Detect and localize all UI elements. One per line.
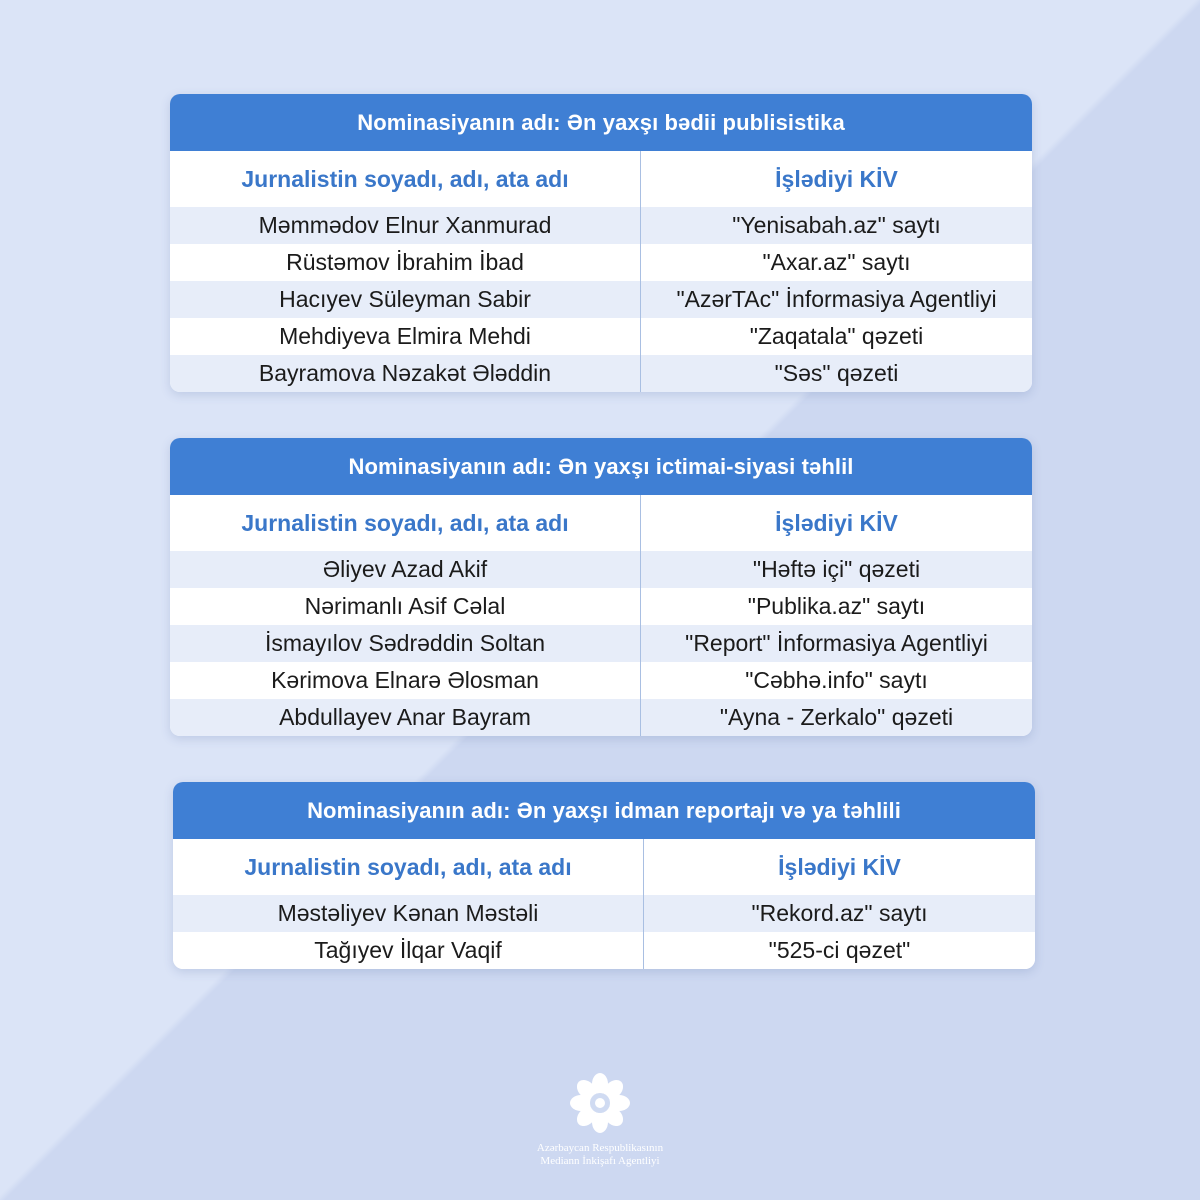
table-row	[170, 625, 1032, 662]
table-row	[170, 244, 1032, 281]
journalist-name: Rüstəmov İbrahim İbad	[170, 244, 641, 281]
table-row	[170, 588, 1032, 625]
media-outlet: "Publika.az" saytı	[747, 593, 926, 619]
media-outlet: "Cəbhə.info" saytı	[745, 667, 928, 693]
column-header-media: İşlədiyi KİV	[778, 853, 901, 880]
media-outlet: "Ayna - Zerkalo" qəzeti	[719, 704, 954, 730]
agency-logo	[520, 1070, 680, 1168]
column-headers	[170, 495, 1032, 551]
media-outlet: "Zaqatala" qəzeti	[749, 323, 924, 349]
nomination-table-3	[173, 782, 1035, 969]
table-row	[173, 932, 1035, 969]
agency-name-line1: Azərbaycan Respublikasının	[536, 1142, 664, 1154]
journalist-name: Abdullayev Anar Bayram	[170, 699, 641, 736]
nomination-table-2	[170, 438, 1032, 736]
column-headers	[173, 839, 1035, 895]
column-header-media: İşlədiyi KİV	[775, 165, 898, 192]
journalist-name: Məmmədov Elnur Xanmurad	[170, 207, 641, 244]
column-header-journalist: Jurnalistin soyadı, adı, ata adı	[173, 839, 644, 895]
journalist-name: Məstəliyev Kənan Məstəli	[173, 895, 644, 932]
nomination-table-1	[170, 94, 1032, 392]
media-outlet: "Həftə içi" qəzeti	[752, 556, 921, 582]
journalist-name: Hacıyev Süleyman Sabir	[170, 281, 641, 318]
journalist-name: Kərimova Elnarə Əlosman	[170, 662, 641, 699]
agency-name-line2: Mediann İnkişafı Agentliyi	[540, 1155, 660, 1167]
table-title: Nominasiyanın adı: Ən yaxşı ictimai-siyasi təhlil	[170, 438, 1032, 495]
column-header-media: İşlədiyi KİV	[775, 509, 898, 536]
media-outlet: "Səs" qəzeti	[774, 360, 899, 386]
table-row	[170, 551, 1032, 588]
flower-emblem-icon	[567, 1070, 633, 1136]
table-row	[170, 355, 1032, 392]
media-outlet: "Rekord.az" saytı	[751, 900, 928, 926]
journalist-name: Əliyev Azad Akif	[170, 551, 641, 588]
media-outlet: "AzərTAc" İnformasiya Agentliyi	[676, 286, 997, 312]
media-outlet: "525-ci qəzet"	[768, 937, 911, 963]
table-title: Nominasiyanın adı: Ən yaxşı idman reportajı və ya təhlili	[173, 782, 1035, 839]
table-row	[170, 281, 1032, 318]
column-headers	[170, 151, 1032, 207]
journalist-name: Bayramova Nəzakət Ələddin	[170, 355, 641, 392]
table-row	[170, 318, 1032, 355]
table-row	[170, 699, 1032, 736]
journalist-name: Mehdiyeva Elmira Mehdi	[170, 318, 641, 355]
journalist-name: Tağıyev İlqar Vaqif	[173, 932, 644, 969]
table-row	[173, 895, 1035, 932]
media-outlet: "Yenisabah.az" saytı	[732, 212, 941, 238]
column-header-journalist: Jurnalistin soyadı, adı, ata adı	[170, 495, 641, 551]
column-header-journalist: Jurnalistin soyadı, adı, ata adı	[170, 151, 641, 207]
journalist-name: İsmayılov Sədrəddin Soltan	[170, 625, 641, 662]
journalist-name: Nərimanlı Asif Cəlal	[170, 588, 641, 625]
table-row	[170, 207, 1032, 244]
media-outlet: "Report" İnformasiya Agentliyi	[685, 630, 988, 656]
media-outlet: "Axar.az" saytı	[762, 249, 911, 275]
agency-name	[520, 1142, 680, 1168]
table-row	[170, 662, 1032, 699]
table-title: Nominasiyanın adı: Ən yaxşı bədii publisistika	[170, 94, 1032, 151]
